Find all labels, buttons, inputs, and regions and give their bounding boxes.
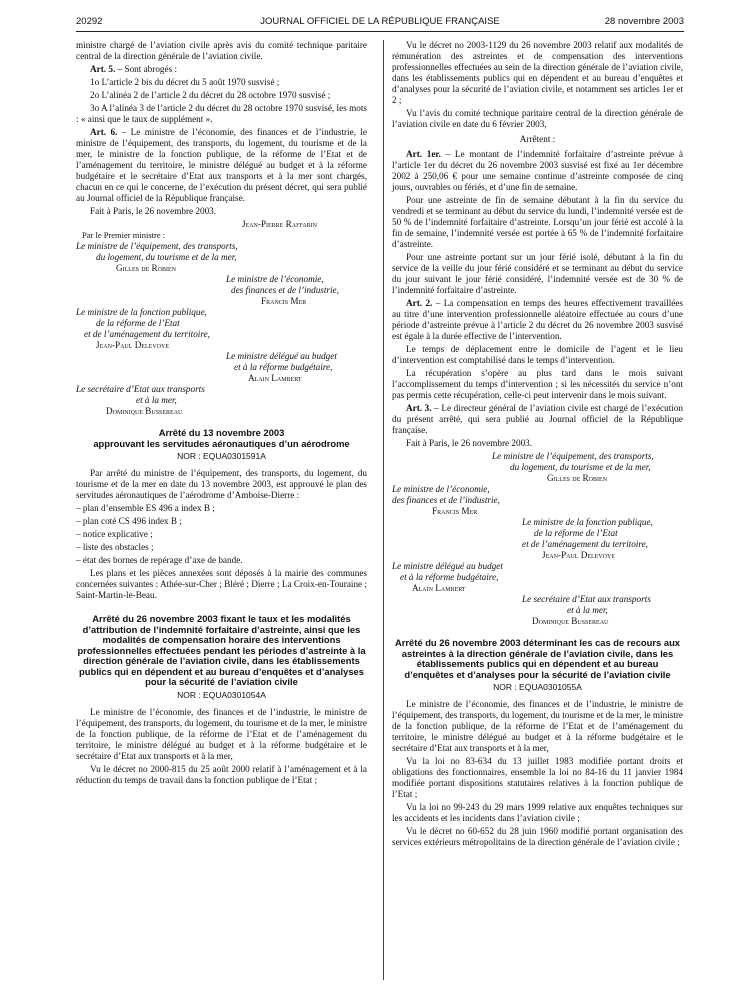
- signature-role: Le ministre de la fonction publique,: [522, 517, 653, 527]
- arrete-paragraph: Vu la loi no 99-243 du 29 mars 1999 relative aux enquêtes techniques sur les accidents et les incidents dans l’aviation civile ;: [392, 802, 683, 823]
- signature-role: Le secrétaire d’Etat aux transports: [522, 594, 651, 604]
- signature-role: des finances et de l’industrie,: [392, 495, 500, 505]
- article-6-text: – Le ministre de l’économie, des finances et de l’industrie, le ministre de l’équipement, des transports, du logement, du tourisme et de la mer, le ministre de la fonction publique, de la réforme de l’Etat et de l’aménagement du territoire, le ministre délégué au budget et à la réforme budgétaire et le secrétaire d’Etat aux transports et à la mer sont chargés, chacun en ce qui le concerne, de l’exécution du présent décret, qui sera publié au Journal officiel de la République française.: [76, 127, 367, 203]
- signature-block-economie: [392, 484, 683, 517]
- signature-name: Alain Lambert: [412, 583, 466, 593]
- article-5: [76, 64, 367, 75]
- list-item: – plan coté CS 496 index B ;: [76, 516, 182, 526]
- arrete-title: Arrêté du 26 novembre 2003 déterminant les cas de recours aux astreintes à la direction générale de l’aviation civile, dans les établissements publics qui en dépendent et au bureau d’enquêtes et d’analyses pour la sécurité de l’aviation civile: [394, 637, 681, 680]
- signature-block-equipement: [76, 241, 367, 274]
- signature-block-transports: [76, 384, 367, 417]
- signature-name: Jean-Paul Delevoye: [96, 340, 169, 350]
- signature-name: Gilles de Robien: [116, 263, 177, 273]
- signature-block-budget: [392, 561, 683, 594]
- left-column: [76, 40, 367, 788]
- article-2-label: Art. 2.: [406, 298, 433, 308]
- fait-a-paris: Fait à Paris, le 26 novembre 2003.: [90, 206, 217, 216]
- signature-role: du logement, du tourisme et de la mer,: [510, 462, 651, 472]
- arrete-paragraph: Le ministre de l’économie, des finances et de l’industrie, le ministre de l’équipement, des transports, du logement, du tourisme et de la mer, le ministre de la fonction publique, de la réforme de l’Etat et de l’aménagement du territoire, le ministre délégué au budget et à la réforme budgétaire et le secrétaire d’Etat aux transports et à la mer,: [76, 706, 368, 761]
- signature-role: du logement, du tourisme et de la mer,: [96, 252, 237, 262]
- nor-reference: NOR : EQUA0301591A: [177, 451, 266, 461]
- arretent: Arrêtent :: [519, 134, 556, 144]
- nor-reference: NOR : EQUA0301055A: [493, 682, 582, 692]
- arrete-title-line: approuvant les servitudes aéronautiques d’un aérodrome: [93, 437, 350, 449]
- par-premier-ministre: Par le Premier ministre :: [82, 230, 166, 240]
- arrete-paragraph: Vu la loi no 83-634 du 13 juillet 1983 modifiée portant droits et obligations des fonctionnaires, ensemble la loi no 84-16 du 11 janvier 1984 modifiée portant dispositions statutaires relatives à la fonction publique de l’Etat ;: [392, 756, 683, 799]
- article-paragraph: Le temps de déplacement entre le domicile de l’agent et le lieu d’intervention est comptabilisé dans le temps d’intervention.: [392, 344, 683, 365]
- signature-role: de la réforme de l’Etat: [96, 318, 180, 328]
- signature-role: Le secrétaire d’Etat aux transports: [76, 384, 205, 394]
- article-1: [392, 149, 683, 193]
- signature-role: et à la mer,: [136, 395, 177, 405]
- signature-name: Dominique Bussereau: [532, 616, 609, 626]
- signature-role: Le ministre de l’économie,: [392, 484, 490, 494]
- list-item: – notice explicative ;: [76, 529, 153, 539]
- signature-role: des finances et de l’industrie,: [231, 285, 339, 295]
- signature-name: Alain Lambert: [248, 373, 302, 383]
- arrete-paragraph: Le ministre de l’économie, des finances et de l’industrie, le ministre de l’équipement, des transports, du logement, du tourisme et de la mer, le ministre de la fonction publique, de la réforme de l’Etat et de l’aménagement du territoire, le ministre délégué au budget et à la réforme budgétaire et le secrétaire d’Etat aux transports et à la mer,: [392, 699, 684, 753]
- visa-paragraph: Vu l’avis du comité technique paritaire central de la direction générale de l’aviation civile en date du 6 février 2003,: [392, 108, 683, 129]
- arrete-paragraph: Par arrêté du ministre de l’équipement, des transports, du logement, du tourisme et de la mer en date du 13 novembre 2003, est approuvé le plan des servitudes aéronautiques de l’aérodrome d’Amboise-Dierre :: [76, 468, 367, 500]
- article-1-label: Art. 1er.: [406, 149, 441, 159]
- arrete-title: Arrêté du 26 novembre 2003 fixant le taux et les modalités d’attribution de l’indemnité forfaitaire d’astreinte, ainsi que les modalités de compensation horaire des interventions professionnelles effectuées pendant les périodes d’astreinte à la direction générale de l’aviation civile, dans les établissements publics qui en dépendent et au bureau d’enquêtes et d’analyses pour la sécurité de l’aviation civile: [77, 613, 366, 687]
- signature-role: Le ministre délégué au budget: [226, 351, 337, 361]
- article-paragraph: Pour une astreinte de fin de semaine débutant à la fin du service du vendredi et se terminant au début du service du lundi, l’indemnité versée est de 50 % de l’indemnité forfaitaire d’astreinte. Lorsqu’un jour férié est accolé à la fin de semaine, l’indemnité versée est portée à 65 % de l’indemnité forfaitaire d’astreinte.: [392, 195, 683, 249]
- article-2-text: – La compensation en temps des heures effectivement travaillées au titre d’une intervention professionnelle aléatoire effectuée au cours d’une période d’astreinte prévue à l’article 2 du décret du 26 novembre 2003 susvisé est égale à la durée effective de l’intervention.: [392, 298, 683, 341]
- column-divider: [383, 40, 384, 980]
- signature-role: et de l’aménagement du territoire,: [522, 539, 648, 549]
- issue-date: 28 novembre 2003: [604, 16, 684, 27]
- list-item: – état des bornes de repérage d’axe de bande.: [76, 555, 243, 565]
- right-column: [392, 40, 683, 850]
- signature-name: Jean-Paul Delevoye: [542, 550, 615, 560]
- article-6: [76, 127, 367, 204]
- signature-role: Le ministre de la fonction publique,: [76, 307, 207, 317]
- nor-reference: NOR : EQUA0301054A: [177, 689, 266, 700]
- journal-title: JOURNAL OFFICIEL DE LA RÉPUBLIQUE FRANÇAISE: [260, 16, 500, 27]
- article-paragraph: Pour une astreinte portant sur un jour férié isolé, débutant à la fin du service de la veille du jour férié considéré et se terminant au début du service du jour suivant le jour férié considéré, l’indemnité versée est de 30 % de l’indemnité forfaitaire d’astreinte.: [392, 252, 683, 295]
- article-3: [392, 403, 683, 436]
- list-item: – liste des obstacles ;: [76, 542, 154, 552]
- signature-name: Francis Mer: [261, 296, 307, 306]
- signature-role: Le ministre de l’équipement, des transports,: [492, 451, 654, 461]
- list-item: – plan d’ensemble ES 496 a index B ;: [76, 503, 215, 513]
- page-number: 20292: [76, 16, 103, 27]
- signature-block-budget: [76, 351, 367, 384]
- signature-name: Dominique Bussereau: [106, 406, 183, 416]
- article-5-item: 1o L’article 2 bis du décret du 5 août 1970 susvisé ;: [90, 77, 280, 87]
- article-paragraph: La récupération s’opère au plus tard dans le mois suivant l’accomplissement du temps d’intervention ; si les nécessités du service n’ont pas permis cette récupération, celle-ci peut intervenir dans le mois suivant.: [392, 368, 683, 400]
- article-6-label: Art. 6.: [90, 127, 118, 137]
- signature-role: Le ministre de l’économie,: [226, 274, 324, 284]
- visa-paragraph: Vu le décret no 2003-1129 du 26 novembre 2003 relatif aux modalités de rémunération des astreintes et de compensation des interventions professionnelles effectuées au sein de la direction générale de l’aviation civile, dans les établissements publics qui en dépendent et au bureau d’enquêtes et d’analyses pour la sécurité de l’aviation civile, et notamment ses articles 1er et 2 ;: [392, 40, 683, 105]
- signature-role: Le ministre délégué au budget: [392, 561, 503, 571]
- signature-block-equipement: [392, 451, 683, 484]
- header-rule: [76, 31, 684, 32]
- signature-block-fonction-publique: [392, 517, 683, 561]
- article-3-label: Art. 3.: [406, 403, 432, 413]
- fait-a-paris: Fait à Paris, le 26 novembre 2003.: [406, 438, 533, 448]
- arrete-paragraph: Vu le décret no 2000-815 du 25 août 2000 relatif à l’aménagement et à la réduction du temps de travail dans la fonction publique de l’Etat ;: [76, 763, 367, 785]
- signature-name: Gilles de Robien: [547, 473, 608, 483]
- signature-role: de la réforme de l’Etat: [534, 528, 618, 538]
- signature-name: Francis Mer: [432, 506, 478, 516]
- signature-role: et de l’aménagement du territoire,: [84, 329, 210, 339]
- signature-role: et à la réforme budgétaire,: [234, 362, 333, 372]
- article-5-text: – Sont abrogés :: [115, 64, 178, 74]
- arrete-paragraph: Vu le décret no 60-652 du 28 juin 1960 modifié portant organisation des services extérieurs métropolitains de la direction générale de l’aviation civile ;: [392, 826, 683, 847]
- signature-block-economie: [76, 274, 367, 307]
- signature-block-transports: [392, 594, 683, 627]
- article-5-item: 2o L’alinéa 2 de l’article 2 du décret du 28 octobre 1970 susvisé ;: [90, 90, 331, 100]
- page-header: [76, 16, 684, 30]
- decree-intro: ministre chargé de l’aviation civile après avis du comité technique paritaire central de la direction générale de l’aviation civile.: [76, 40, 367, 61]
- signature-role: et à la réforme budgétaire,: [400, 572, 499, 582]
- arrete-paragraph: Les plans et les pièces annexées sont déposés à la mairie des communes concernées suivantes : Athée-sur-Cher ; Bléré ; Dierre ; La Croix-en-Touraine ; Saint-Martin-le-Beau.: [76, 568, 367, 600]
- article-2: [392, 298, 683, 342]
- article-5-label: Art. 5.: [90, 64, 116, 74]
- article-1-text: – Le montant de l’indemnité forfaitaire d’astreinte prévue à l’article 1er du décret du 26 novembre 2003 susvisé est fixé au 1er décembre 2002 à 250,06 € pour une semaine continue d’astreinte composée de cinq jours, ouvrables ou fériés, et d’une fin de semaine.: [392, 149, 683, 192]
- arrete-title: [76, 428, 367, 449]
- signature-role: et à la mer,: [567, 605, 608, 615]
- article-5-item: 3o A l’alinéa 3 de l’article 2 du décret du 28 octobre 1970 susvisé, les mots : « ainsi que le taux de supplément ».: [76, 103, 367, 124]
- article-3-text: – Le directeur général de l’aviation civile est chargé de l’exécution du présent arrêté, qui sera publié au Journal officiel de la République française.: [392, 403, 684, 435]
- arrete-title-line: Arrêté du 13 novembre 2003: [158, 427, 285, 438]
- signature-block-fonction-publique: [76, 307, 367, 351]
- signature-role: Le ministre de l’équipement, des transports,: [76, 241, 238, 251]
- prime-minister-name: Jean-Pierre Raffarin: [241, 219, 317, 229]
